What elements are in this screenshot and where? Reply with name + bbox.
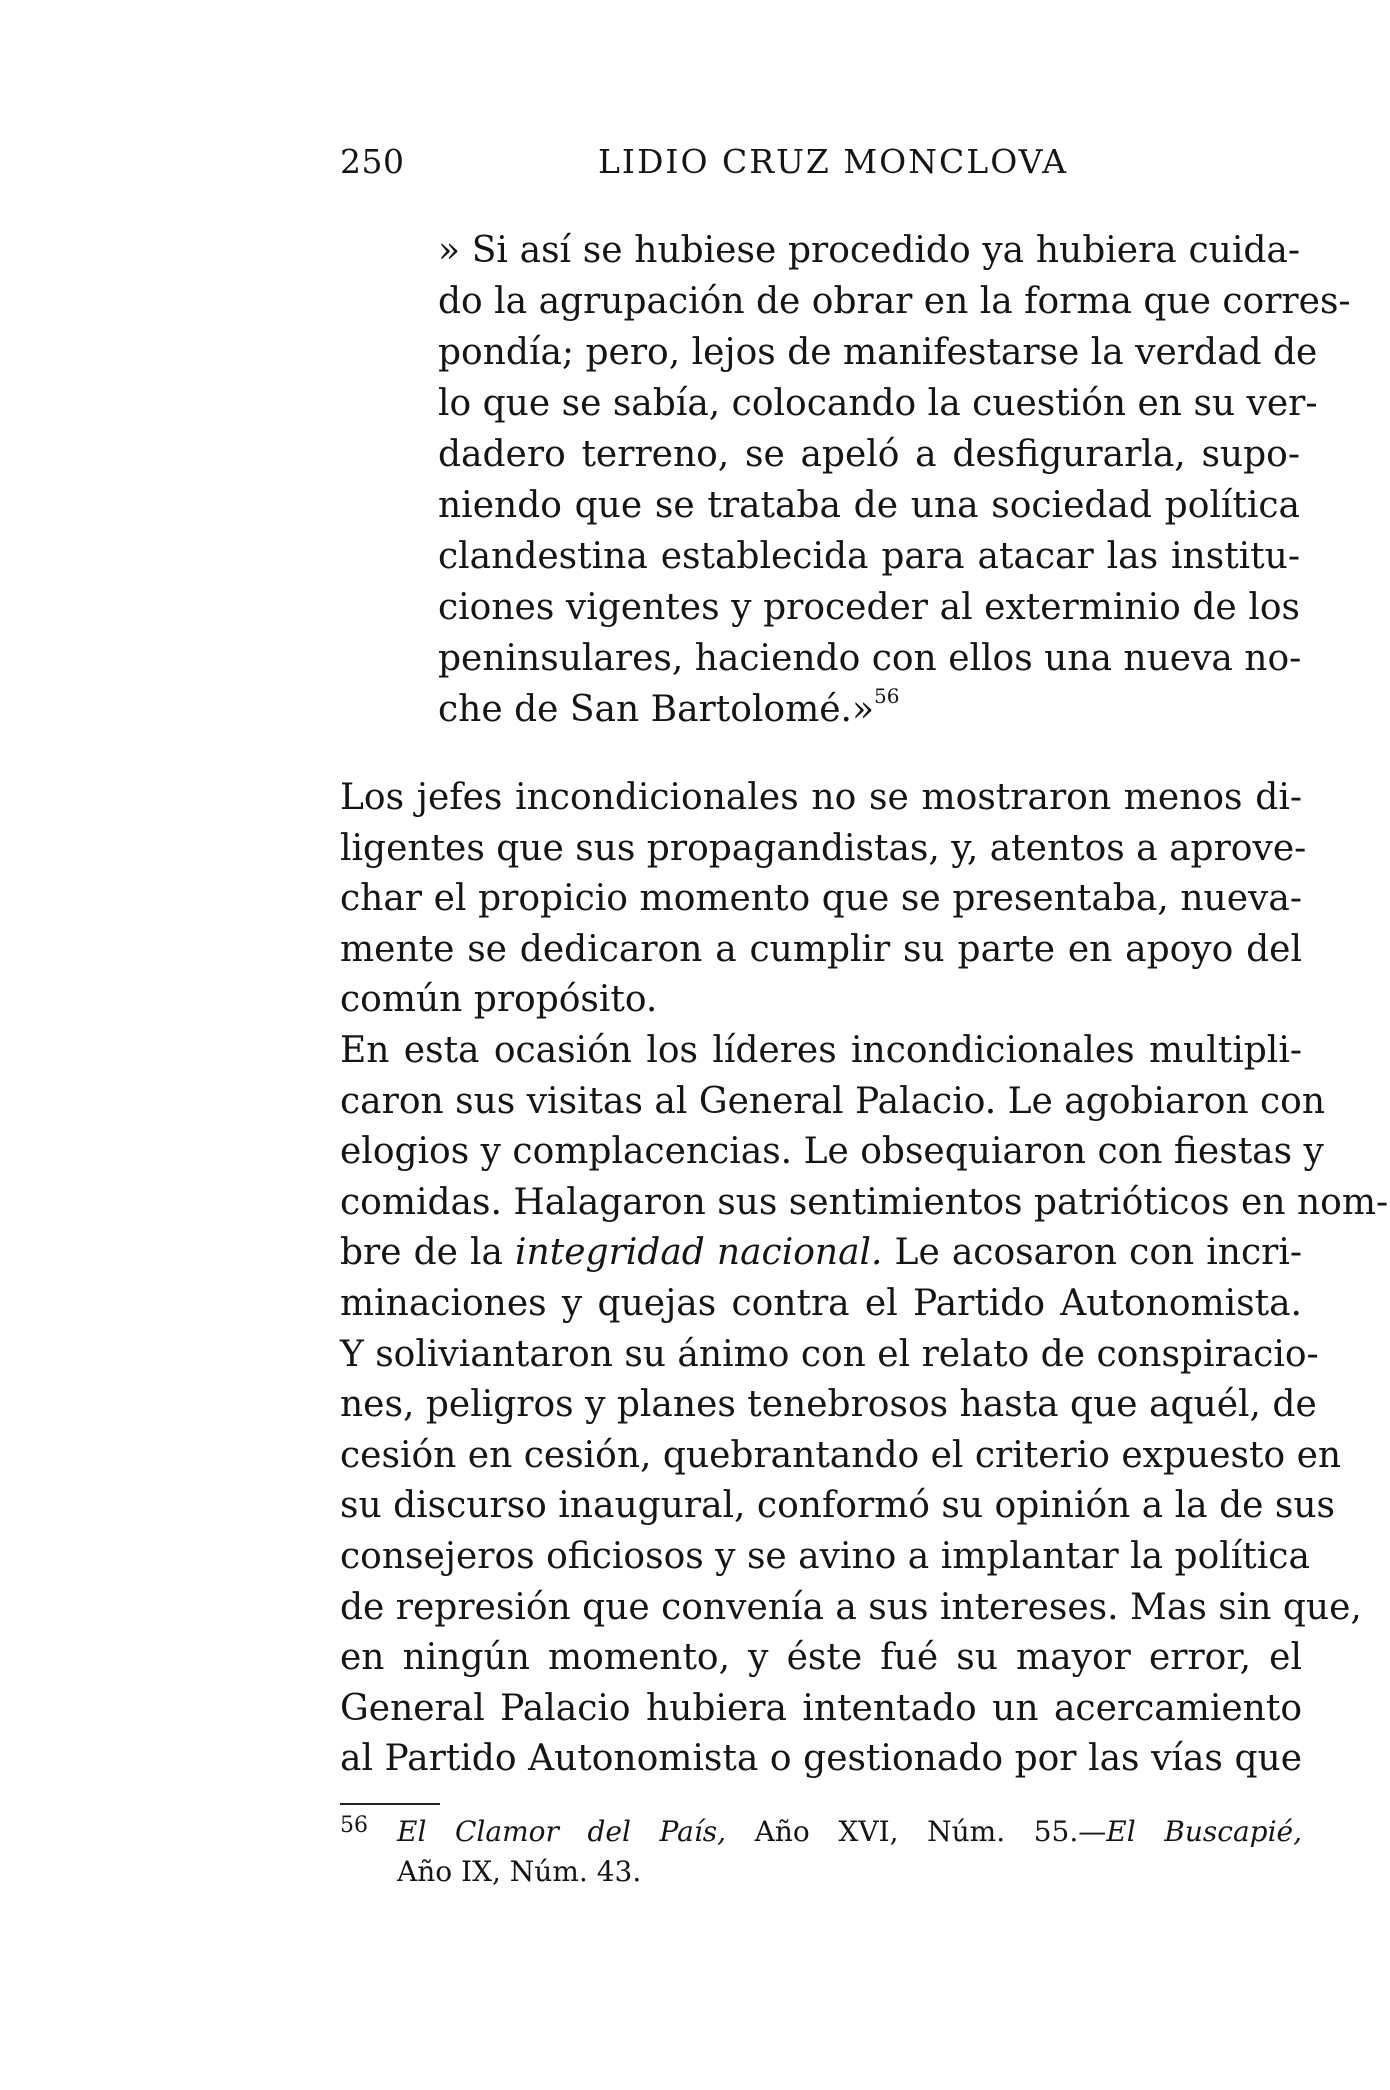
quote-line: niendo que se trataba de una sociedad política (438, 485, 1300, 526)
paragraph-line: consejeros oficiosos y se avino a implantar la política (340, 1535, 1310, 1577)
paragraph-line: comidas. Halagaron sus sentimientos patrióticos en nom- (340, 1181, 1389, 1223)
line-text: bre de la (340, 1232, 516, 1274)
quote-line: che de San Bartolomé.» (438, 689, 875, 730)
paragraph-line: mente se dedicaron a cumplir su parte en apoyo del (340, 928, 1302, 970)
paragraph-line: cesión en cesión, quebrantando el criterio expuesto en (340, 1434, 1342, 1476)
body-text (340, 773, 1389, 1785)
italic-phrase: integridad nacional. (515, 1232, 883, 1274)
block-quote (438, 225, 1351, 735)
quote-line: peninsulares, haciendo con ellos una nueva no- (438, 638, 1302, 679)
paragraph-line: elogios y complacencias. Le obsequiaron con fiestas y (340, 1131, 1324, 1173)
paragraph-line: de represión que convenía a sus intereses. Mas sin que, (340, 1586, 1362, 1628)
paragraph-line: General Palacio hubiera intentado un acercamiento (340, 1687, 1302, 1729)
paragraph-line: minaciones y quejas contra el Partido Autonomista. (340, 1282, 1302, 1324)
paragraph-line: ligentes que sus propagandistas, y, atentos a aprove- (340, 827, 1307, 869)
quote-line: ciones vigentes y proceder al exterminio de los (438, 587, 1300, 628)
paragraph-line: Los jefes incondicionales no se mostraron menos di- (340, 777, 1302, 818)
footnote-line: Año IX, Núm. 43. (397, 1855, 642, 1888)
paragraph-line: su discurso inaugural, conformó su opinión a la de sus (340, 1485, 1336, 1527)
quote-line: pondía; pero, lejos de manifestarse la verdad de (438, 332, 1318, 373)
footnote-divider (340, 1803, 440, 1805)
running-head (340, 140, 1300, 184)
paragraph-2 (340, 1026, 1389, 1785)
paragraph-line: En esta ocasión los líderes incondicionales multipli- (340, 1029, 1302, 1071)
footnote-text (397, 1812, 1302, 1892)
paragraph-line: al Partido Autonomista o gestionado por las vías que (340, 1738, 1302, 1780)
paragraph-line-with-italic (340, 1228, 1302, 1279)
footnote-reference: 56 (874, 684, 900, 708)
quote-last-line (438, 684, 1300, 735)
quote-line: » Si así se hubiese procedido ya hubiera cuida- (438, 230, 1300, 271)
footnote-number: 56 (340, 1813, 368, 1838)
running-title: LIDIO CRUZ MONCLOVA (598, 142, 1069, 181)
footnote-source: El Buscapié, (1106, 1815, 1302, 1848)
paragraph-line: común propósito. (340, 979, 658, 1021)
paragraph-line: en ningún momento, y éste fué su mayor error, el (340, 1637, 1302, 1679)
footnote-detail: Año XVI, Núm. 55.— (726, 1815, 1107, 1848)
page-number: 250 (340, 142, 405, 181)
paragraph-1 (340, 773, 1307, 1026)
paragraph-line: nes, peligros y planes tenebrosos hasta que aquél, de (340, 1384, 1317, 1426)
footnote-line (397, 1812, 1302, 1852)
line-text: Le acosaron con incri- (882, 1232, 1302, 1274)
quote-line: dadero terreno, se apeló a desfigurarla, supo- (438, 434, 1300, 475)
footnote-source: El Clamor del País, (397, 1815, 727, 1848)
paragraph-line: caron sus visitas al General Palacio. Le agobiaron con (340, 1080, 1326, 1122)
quote-line: clandestina establecida para atacar las institu- (438, 536, 1300, 577)
quote-line: lo que se sabía, colocando la cuestión en su ver- (438, 383, 1318, 424)
paragraph-line: Y soliviantaron su ánimo con el relato de conspiracio- (340, 1333, 1319, 1375)
quote-line: do la agrupación de obrar en la forma que corres- (438, 281, 1351, 322)
paragraph-line: char el propicio momento que se presentaba, nueva- (340, 878, 1302, 920)
